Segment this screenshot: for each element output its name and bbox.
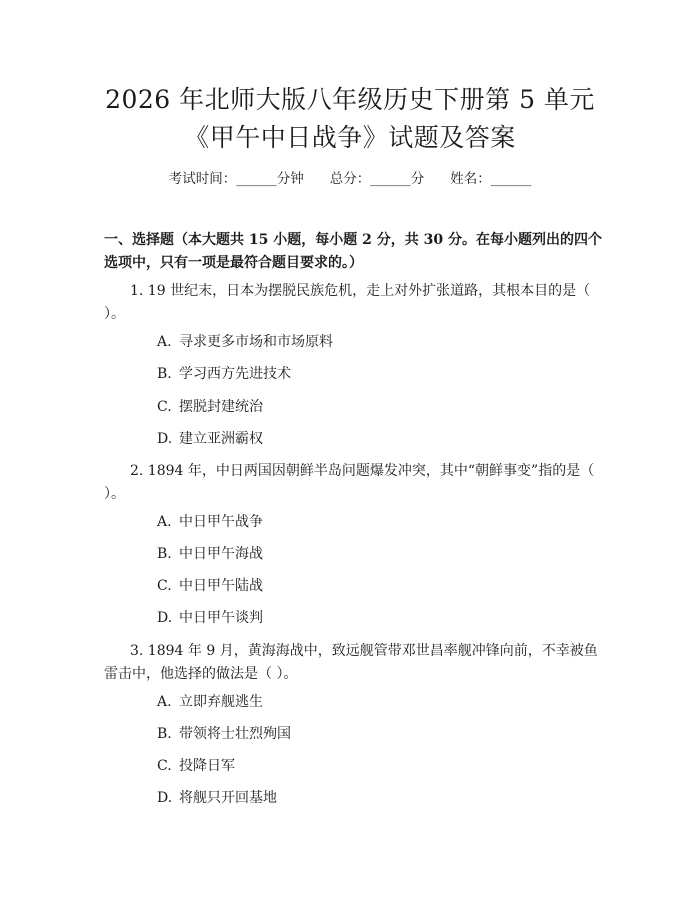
question-3-option-d (157, 788, 277, 808)
option-text: 中日甲午谈判 (179, 610, 263, 626)
question-2-option-a (157, 512, 263, 532)
question-3-stem: 3. 1894 年 9 月，黄海海战中，致远舰管带邓世昌率舰冲锋向前，不幸被鱼雷击中，他选择的做法是（ ）。 (104, 643, 598, 682)
document-title-line-1: 2026 年北师大版八年级历史下册第 5 单元 (105, 85, 595, 114)
question-2-option-c (157, 576, 263, 596)
option-letter: B. (157, 546, 172, 562)
option-text: 立即弃舰逃生 (179, 694, 263, 710)
question-1-stem: 1. 19 世纪末，日本为摆脱民族危机，走上对外扩张道路，其根本目的是（ ）。 (104, 283, 591, 322)
exam-time-field: 考试时间：______分钟 (168, 171, 304, 187)
option-text: 带领将士壮烈殉国 (179, 726, 291, 742)
option-letter: D. (157, 790, 173, 806)
document-title-line-2: 《甲午中日战争》试题及答案 (184, 123, 516, 152)
option-letter: A. (157, 514, 172, 530)
question-1-option-a (157, 332, 333, 352)
option-text: 中日甲午海战 (179, 546, 263, 562)
question-2-stem: 2. 1894 年，中日两国因朝鲜半岛问题爆发冲突，其中“朝鲜事变”指的是（ ）。 (104, 463, 595, 502)
question-1-option-d (157, 429, 263, 449)
option-text: 学习西方先进技术 (179, 366, 291, 382)
option-text: 寻求更多市场和市场原料 (179, 334, 333, 350)
option-text: 建立亚洲霸权 (179, 431, 263, 447)
question-2-option-b (157, 544, 263, 564)
option-letter: B. (157, 726, 172, 742)
option-letter: C. (157, 758, 172, 774)
option-letter: D. (157, 431, 173, 447)
option-text: 将舰只开回基地 (179, 790, 277, 806)
option-text: 摆脱封建统治 (179, 399, 263, 415)
option-letter: C. (157, 578, 172, 594)
option-letter: C. (157, 399, 172, 415)
question-3-option-a (157, 692, 263, 712)
option-text: 投降日军 (179, 758, 235, 774)
total-score-field: 总分：______分 (329, 171, 425, 187)
option-text: 中日甲午陆战 (179, 578, 263, 594)
option-letter: B. (157, 366, 172, 382)
name-field: 姓名：______ (450, 171, 532, 187)
question-1-option-b (157, 364, 291, 384)
option-text: 中日甲午战争 (179, 514, 263, 530)
exam-info-line (0, 169, 700, 189)
option-letter: A. (157, 694, 172, 710)
option-letter: D. (157, 610, 173, 626)
question-3-option-b (157, 724, 291, 744)
question-2-option-d (157, 608, 263, 628)
section-heading: 一、选择题（本大题共 15 小题，每小题 2 分，共 30 分。在每小题列出的四个选项中，只有一项是最符合题目要求的。） (104, 232, 602, 271)
question-3-option-c (157, 756, 235, 776)
question-1-option-c (157, 397, 263, 417)
option-letter: A. (157, 334, 172, 350)
